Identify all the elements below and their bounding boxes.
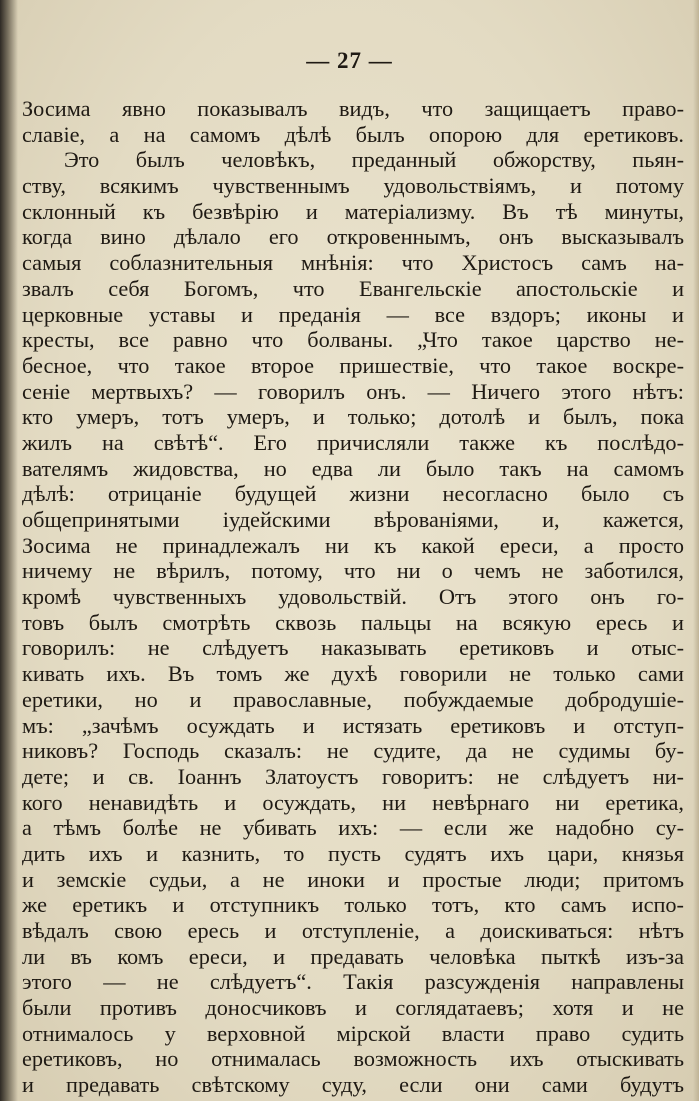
text-line: кромѣ чувственныхъ удовольствій. Отъ этого онъ го- bbox=[22, 584, 684, 610]
text-line: звалъ себя Богомъ, что Евангельскіе апостольскіе и bbox=[22, 275, 684, 301]
text-line: когда вино дѣлало его откровеннымъ, онъ высказывалъ bbox=[22, 224, 684, 250]
body-text bbox=[22, 96, 684, 1098]
text-line: склонный къ безвѣрію и матеріализму. Въ тѣ минуты, bbox=[22, 198, 684, 224]
text-line: говорилъ: не слѣдуетъ наказывать еретиковъ и отыс- bbox=[22, 635, 684, 661]
text-line: кивать ихъ. Въ томъ же духѣ говорили не только сами bbox=[22, 661, 684, 687]
text-line: сеніе мертвыхъ? — говорилъ онъ. — Ничего этого нѣтъ: bbox=[22, 378, 684, 404]
text-line: ничему не вѣрилъ, потому, что ни о чемъ не заботился, bbox=[22, 558, 684, 584]
text-line: славіе, а на самомъ дѣлѣ былъ опорою для еретиковъ. bbox=[22, 121, 684, 147]
text-line: церковные уставы и преданія — все вздоръ; иконы и bbox=[22, 301, 684, 327]
text-line: ли въ комъ ереси, и предавать человѣка пыткѣ изъ-за bbox=[22, 943, 684, 969]
text-line: кто умеръ, тотъ умеръ, и только; дотолѣ и былъ, пока bbox=[22, 404, 684, 430]
page-number: — 27 — bbox=[306, 48, 393, 73]
text-line: дете; и св. Іоаннъ Златоустъ говоритъ: не слѣдуетъ ни- bbox=[22, 763, 684, 789]
text-line: Зосима явно показывалъ видъ, что защищаетъ право- bbox=[22, 96, 684, 121]
text-line: вателямъ жидовства, но едва ли было такъ на самомъ bbox=[22, 455, 684, 481]
text-line: бесное, что такое второе пришествіе, что такое воскре- bbox=[22, 352, 684, 378]
text-line: ству, всякимъ чувственнымъ удовольствіямъ, и потому bbox=[22, 173, 684, 199]
page-edge bbox=[693, 0, 699, 1101]
text-line: еретиковъ, но отнималась возможность ихъ отыскивать bbox=[22, 1046, 684, 1072]
text-line: Зосима не принадлежалъ ни къ какой ереси, а просто bbox=[22, 532, 684, 558]
text-line: вѣдалъ свою ересь и отступленіе, а доискиваться: нѣтъ bbox=[22, 918, 684, 943]
text-line: жилъ на свѣтѣ“. Его причисляли также къ послѣдо- bbox=[22, 429, 684, 455]
text-line: товъ былъ смотрѣть сквозь пальцы на всякую ересь и bbox=[22, 609, 684, 635]
text-line: и предавать свѣтскому суду, если они сами будутъ bbox=[22, 1072, 684, 1098]
text-line: дить ихъ и казнить, то пусть судятъ ихъ цари, князья bbox=[22, 840, 684, 866]
text-line: дѣлѣ: отрицаніе будущей жизни несогласно было съ bbox=[22, 481, 684, 507]
text-line: кресты, все равно что болваны. „Что такое царство не- bbox=[22, 327, 684, 353]
text-line: были противъ доносчиковъ и соглядатаевъ; хотя и не bbox=[22, 995, 684, 1021]
text-line: еретики, но и православные, побуждаемые добродушіе- bbox=[22, 686, 684, 712]
text-line: этого — не слѣдуетъ“. Такія разсужденія направлены bbox=[22, 969, 684, 995]
text-line: общепринятыми іудейскими вѣрованіями, и, кажется, bbox=[22, 507, 684, 532]
binding-shadow bbox=[0, 0, 18, 1101]
text-line: мъ: „зачѣмъ осуждать и истязать еретиковъ и отступ- bbox=[22, 712, 684, 738]
text-line: отнималось у верховной мірской власти право судить bbox=[22, 1020, 684, 1046]
text-line: же еретикъ и отступникъ только тотъ, кто самъ испо- bbox=[22, 892, 684, 918]
text-line: никовъ? Господь сказалъ: не судите, да не судимы бу- bbox=[22, 738, 684, 764]
text-line: самыя соблазнительныя мнѣнія: что Христосъ самъ на- bbox=[22, 250, 684, 276]
text-line: и земскіе судьи, а не иноки и простые люди; притомъ bbox=[22, 866, 684, 892]
text-line: Это былъ человѣкъ, преданный обжорству, пьян- bbox=[64, 147, 684, 173]
text-line: кого ненавидѣть и осуждать, ни невѣрнаго ни еретика, bbox=[22, 789, 684, 815]
text-line: а тѣмъ болѣе не убивать ихъ: — если же надобно су- bbox=[22, 815, 684, 841]
